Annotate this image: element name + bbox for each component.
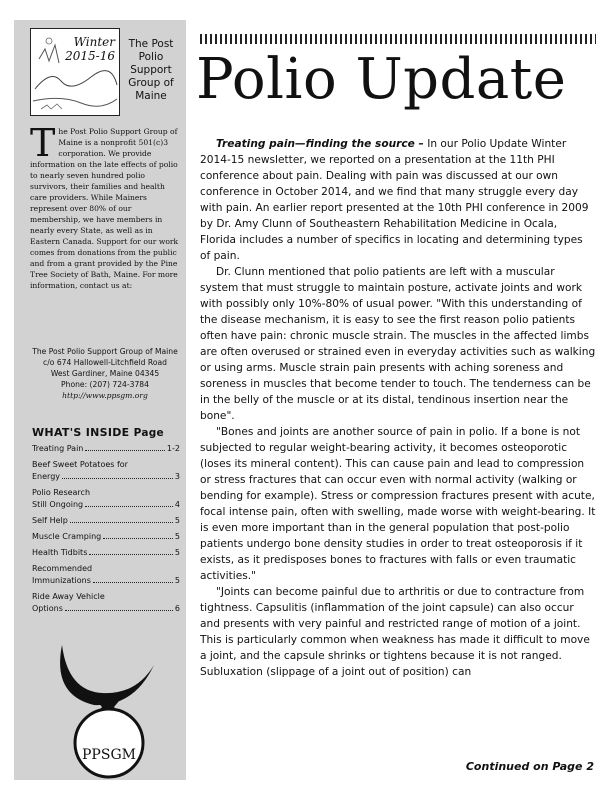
season-box (30, 28, 120, 116)
dot-leader (65, 610, 173, 611)
contents-item (32, 487, 180, 511)
contact-address2: West Gardiner, Maine 04345 (50, 369, 160, 378)
masthead-rule (200, 34, 596, 44)
contents-item-label: Options (32, 604, 63, 613)
contents-item-row (32, 499, 180, 511)
contents-item-row (32, 471, 180, 483)
dot-leader (62, 478, 173, 479)
contents-heading (32, 426, 180, 439)
contents-item-row (32, 531, 180, 543)
about-text (30, 121, 180, 291)
contents-item-label: Health Tidbits (32, 548, 88, 557)
contents-page-label: Page (133, 427, 164, 439)
contents-item-line: Recommended (32, 564, 93, 573)
article-heading: Treating pain—finding the source – (216, 138, 424, 150)
contents-item (32, 563, 180, 587)
contents-item (32, 547, 180, 559)
contents-item (32, 515, 180, 527)
org-line: Support (130, 64, 172, 76)
contents-item-label: Treating Pain (32, 444, 84, 453)
contents-item-row (32, 547, 180, 559)
drop-cap: T (30, 121, 56, 165)
contents-item-line: Polio Research (32, 488, 91, 497)
contents-item-label: Immunizations (32, 576, 91, 585)
contents-item-label: Muscle Cramping (32, 532, 102, 541)
season-year: 2015-16 (65, 49, 115, 63)
dot-leader (85, 506, 173, 507)
contents-item-row (32, 515, 180, 527)
contents-item-page: 5 (174, 532, 180, 541)
lead-article (200, 136, 596, 680)
contents-item-row (32, 443, 180, 455)
article-paragraph: "Joints can become painful due to arthritis or due to contracture from tightness. Capsulitis (inflammation of the joint capsule) can also occur and presents with very painful and restricted range of motion of a joint. This is particularly common when weakness has made it difficult to move a joint, and the capsule shrinks or tightens because it is not ranged. Subluxation (slippage of a joint out of position) can (200, 586, 590, 678)
dot-leader (93, 582, 173, 583)
season-label (65, 35, 115, 63)
article-text: In our Polio Update Winter 2014-15 newsletter, we reported on a presentation at the 11th PHI conference about pain. Dealing with pain was discussed at our own conference in October 2014, and we find that many struggle every day with pain. An earlier report presented at the 10th PHI conference in 2009 by Dr. Amy Clunn of Southeastern Rehabilitation Medicine in Ocala, Florida includes a number of specifics in locating and determining types of pain. (200, 138, 589, 262)
contents-item-line: Beef Sweet Potatoes for (32, 460, 128, 469)
contents-item (32, 459, 180, 483)
dot-leader (85, 450, 165, 451)
contents-item-row (32, 603, 180, 615)
table-of-contents (32, 426, 180, 615)
contents-item-row (32, 575, 180, 587)
about-body: he Post Polio Support Group of Maine is a nonprofit 501(c)3 corporation. We provide information on the late effects of polio to nearly seven hundred polio survivors, their families and health care providers. While Mainers represent over 80% of our membership, we have members in nearly every State, as well as in Eastern Canada. Support for our work comes from donations from the public and from a grant provided by the Pine Tree Society of Bath, Maine. For more information, contact us at: (30, 127, 179, 290)
season-name: Winter (73, 35, 115, 49)
dot-leader (103, 538, 173, 539)
article-paragraph (200, 136, 596, 264)
contents-item-page: 5 (174, 576, 180, 585)
contents-title: WHAT'S INSIDE (32, 426, 130, 439)
website-link[interactable]: http://www.ppsgm.org (62, 391, 148, 400)
newsletter-title: Polio Update (196, 47, 567, 112)
org-line: The Post (128, 38, 174, 50)
contents-list (32, 443, 180, 615)
dot-leader (70, 522, 173, 523)
article-paragraph: "Bones and joints are another source of pain in polio. If a bone is not subjected to regular weight-bearing activity, it becomes osteoporotic (loses its mineral content). This can cause pain and lead to compression or stress fractures that can occur even with normal activity (walking or bending for example). Stress or compression fractures present with acute, focal intense pain, often with swelling, made worse with weight-bearing. It is even more important than in the general population that post-polio patients undergo bone density studies in order to treat osteoporosis if it exists, as it predisposes bones to fractures with falls or even traumatic activities." (200, 426, 596, 582)
sidebar (14, 20, 186, 780)
logo-text: PPSGM (82, 747, 136, 763)
contents-item-page: 3 (174, 472, 180, 481)
contact-phone: Phone: (207) 724-3784 (61, 380, 149, 389)
contents-item-label: Self Help (32, 516, 68, 525)
contact-name: The Post Polio Support Group of Maine (32, 347, 178, 356)
contents-item-page: 4 (174, 500, 180, 509)
contents-item-page: 5 (174, 548, 180, 557)
org-short-name (120, 38, 182, 103)
contents-item (32, 591, 180, 615)
contents-item-label: Energy (32, 472, 61, 481)
contents-item-line: Ride Away Vehicle (32, 592, 105, 601)
contents-item (32, 443, 180, 455)
contents-item-page: 5 (174, 516, 180, 525)
contact-address1: c/o 674 Hallowell-Litchfield Road (43, 358, 167, 367)
org-line: Group of (128, 77, 174, 89)
org-line: Maine (135, 90, 167, 102)
contents-item-page: 1-2 (166, 444, 180, 453)
continued-note: Continued on Page 2 (465, 760, 594, 773)
contents-item (32, 531, 180, 543)
article-paragraph: Dr. Clunn mentioned that polio patients are left with a muscular system that must struggle to maintain posture, activate joints and work with possibly only 10%-80% of usual power. "With this understanding of the disease mechanism, it is easy to see the first reason polio patients often have pain: chronic muscle strain. The muscles in the affected limbs are often overused or strained even in everyday activities such as walking or using arms. Muscle strain pain presents with aching soreness and soreness in muscles that become tender to touch. The tenderness can be in the belly of the muscle or at its distal, tendinous insertion near the bone". (200, 266, 596, 422)
ppsgm-logo (54, 635, 164, 785)
dot-leader (89, 554, 173, 555)
org-line: Polio (138, 51, 164, 63)
contents-item-label: Still Ongoing (32, 500, 84, 509)
contents-item-page: 6 (174, 604, 180, 613)
contact-block (30, 346, 180, 401)
